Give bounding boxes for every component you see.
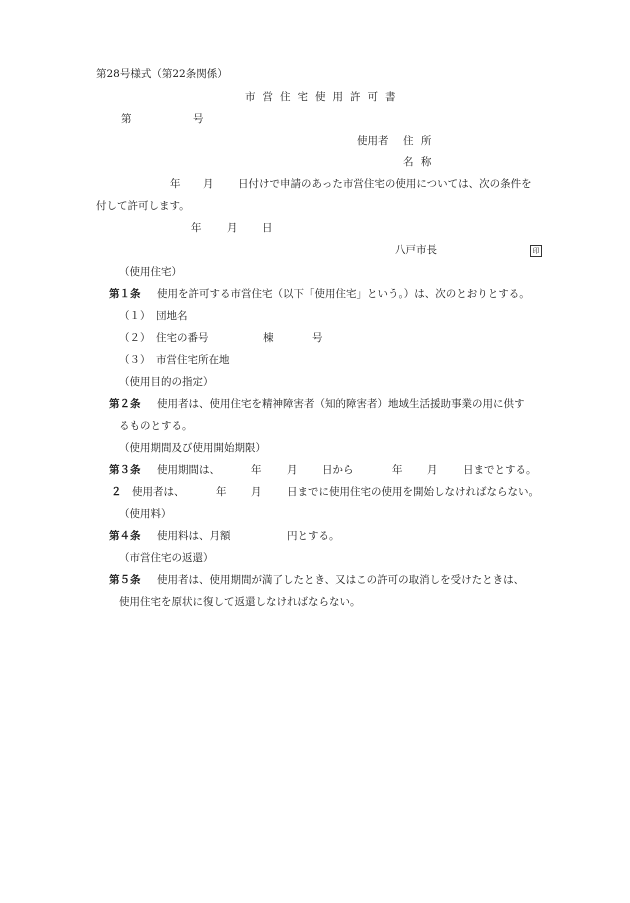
article-1-item-3-text: 市営住宅所在地: [156, 354, 230, 366]
article-3-caption: （使用期間及び使用開始期限）: [119, 442, 266, 454]
seal-icon: 印: [530, 245, 542, 257]
intro-year: 年: [170, 178, 181, 190]
form-number: 第28号様式（第22条関係）: [96, 68, 228, 80]
article-1-item-1-num: （１）: [119, 310, 151, 322]
article-1-text: 使用を許可する市営住宅（以下「使用住宅」という。）は、次のとおりとする。: [157, 288, 530, 300]
address-label: 住 所: [403, 135, 434, 147]
article-1-caption: （使用住宅）: [119, 266, 182, 278]
article-2-continuation: るものとする。: [119, 420, 193, 432]
article-3-para-2-year: 年: [216, 486, 227, 498]
intro-month: 月: [203, 178, 214, 190]
article-5-caption: （市営住宅の返還）: [119, 552, 214, 564]
article-1-item-1-text: 団地名: [156, 310, 188, 322]
article-3-para-2-a: 使用者は、: [132, 486, 185, 498]
article-1-item-2-num: （２）: [119, 332, 151, 344]
article-5-continuation: 使用住宅を原状に復して返還しなければならない。: [119, 596, 361, 608]
user-label: 使用者: [357, 135, 389, 147]
article-3-year-1: 年: [251, 464, 262, 476]
article-3-month-2: 月: [427, 464, 438, 476]
article-3-month-1: 月: [287, 464, 298, 476]
article-2-number: 第２条: [109, 398, 141, 410]
article-3-para-2-month: 月: [251, 486, 262, 498]
article-2-caption: （使用目的の指定）: [119, 376, 214, 388]
article-5-text: 使用者は、使用期間が満了したとき、又はこの許可の取消しを受けたときは、: [157, 574, 525, 586]
article-4-caption: （使用料）: [119, 508, 172, 520]
intro-text: 日付けで申請のあった市営住宅の使用については、次の条件を: [238, 178, 532, 190]
article-1-item-2-text: 住宅の番号: [156, 332, 209, 344]
number-prefix: 第: [121, 113, 132, 125]
name-label: 名 称: [403, 156, 434, 168]
document-title: 市営住宅使用許可書: [245, 91, 403, 103]
article-2-text: 使用者は、使用住宅を精神障害者（知的障害者）地域生活援助事業の用に供す: [157, 398, 525, 410]
article-1-number: 第１条: [109, 288, 141, 300]
article-3-number: 第３条: [109, 464, 141, 476]
issue-day: 日: [262, 222, 273, 234]
number-suffix: 号: [193, 113, 204, 125]
article-4-number: 第４条: [109, 530, 141, 542]
article-5-number: 第５条: [109, 574, 141, 586]
issue-year: 年: [191, 222, 202, 234]
article-3-day-2: 日までとする。: [463, 464, 537, 476]
article-4-text-b: 円とする。: [287, 530, 340, 542]
issue-month: 月: [227, 222, 238, 234]
issuer-name: 八戸市長: [395, 244, 437, 256]
article-1-item-3-num: （３）: [119, 354, 151, 366]
article-1-item-2-mid: 棟: [263, 332, 274, 344]
article-3-day-1: 日から: [322, 464, 354, 476]
article-3-para-2-rest: 日までに使用住宅の使用を開始しなければならない。: [287, 486, 539, 498]
intro-continuation: 付して許可します。: [96, 200, 190, 212]
seal-mark: [530, 243, 542, 257]
article-3-para-2-num: ２: [111, 486, 122, 498]
article-3-text-a: 使用期間は、: [157, 464, 220, 476]
article-4-text-a: 使用料は、月額: [157, 530, 231, 542]
article-3-year-2: 年: [392, 464, 403, 476]
article-1-item-2-end: 号: [312, 332, 323, 344]
